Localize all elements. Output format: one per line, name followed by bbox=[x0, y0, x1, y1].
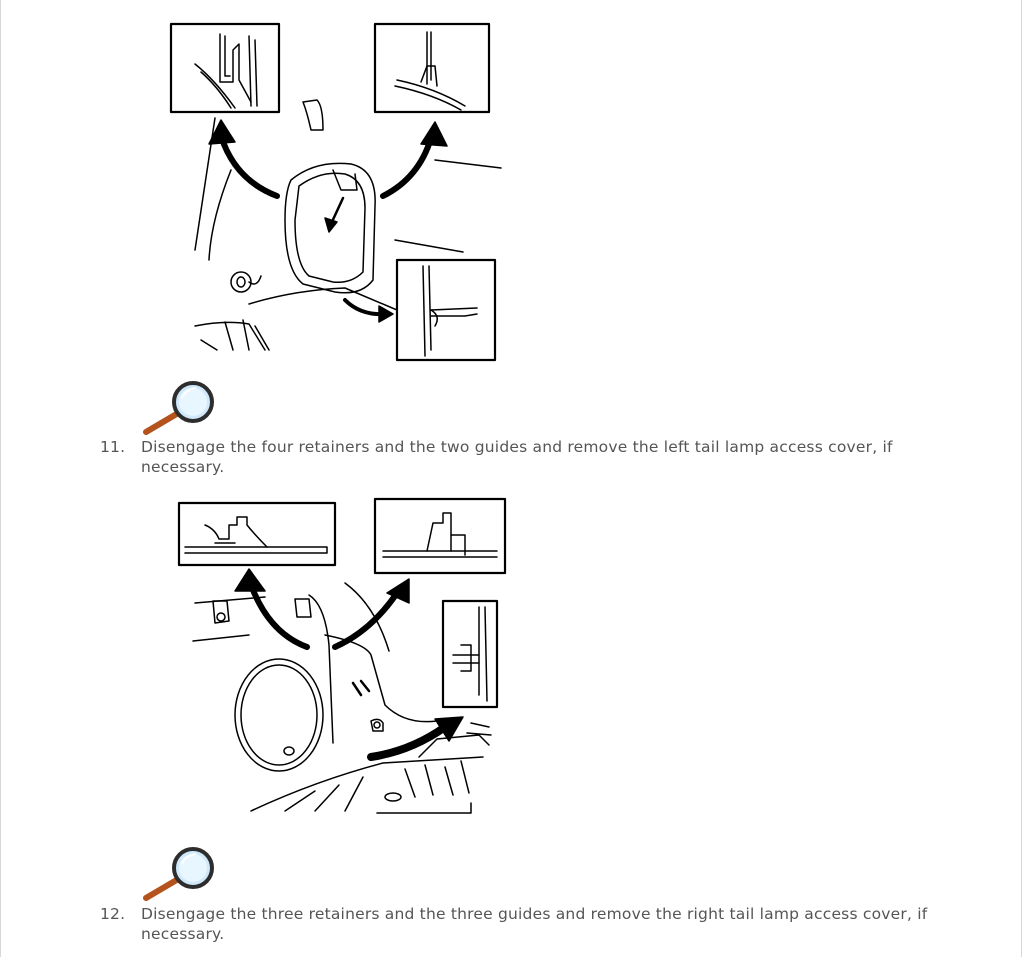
diagram-left-access-cover bbox=[165, 20, 505, 365]
magnifier-zoom-icon-2[interactable] bbox=[140, 846, 218, 902]
step-item-12 bbox=[100, 904, 930, 944]
diagram-right-access-cover bbox=[175, 495, 510, 820]
step-text: Disengage the four retainers and the two guides and remove the left tail lamp access cover, if necessary. bbox=[141, 438, 893, 476]
magnifier-handle bbox=[146, 412, 180, 432]
step-number: 11. bbox=[100, 438, 126, 456]
magnifier-handle bbox=[146, 878, 180, 898]
step-number: 12. bbox=[100, 905, 126, 923]
magnifier-zoom-icon-1[interactable] bbox=[140, 380, 218, 436]
step-text: Disengage the three retainers and the three guides and remove the right tail lamp access cover, if necessary. bbox=[141, 905, 928, 943]
step-item-11 bbox=[100, 437, 930, 477]
